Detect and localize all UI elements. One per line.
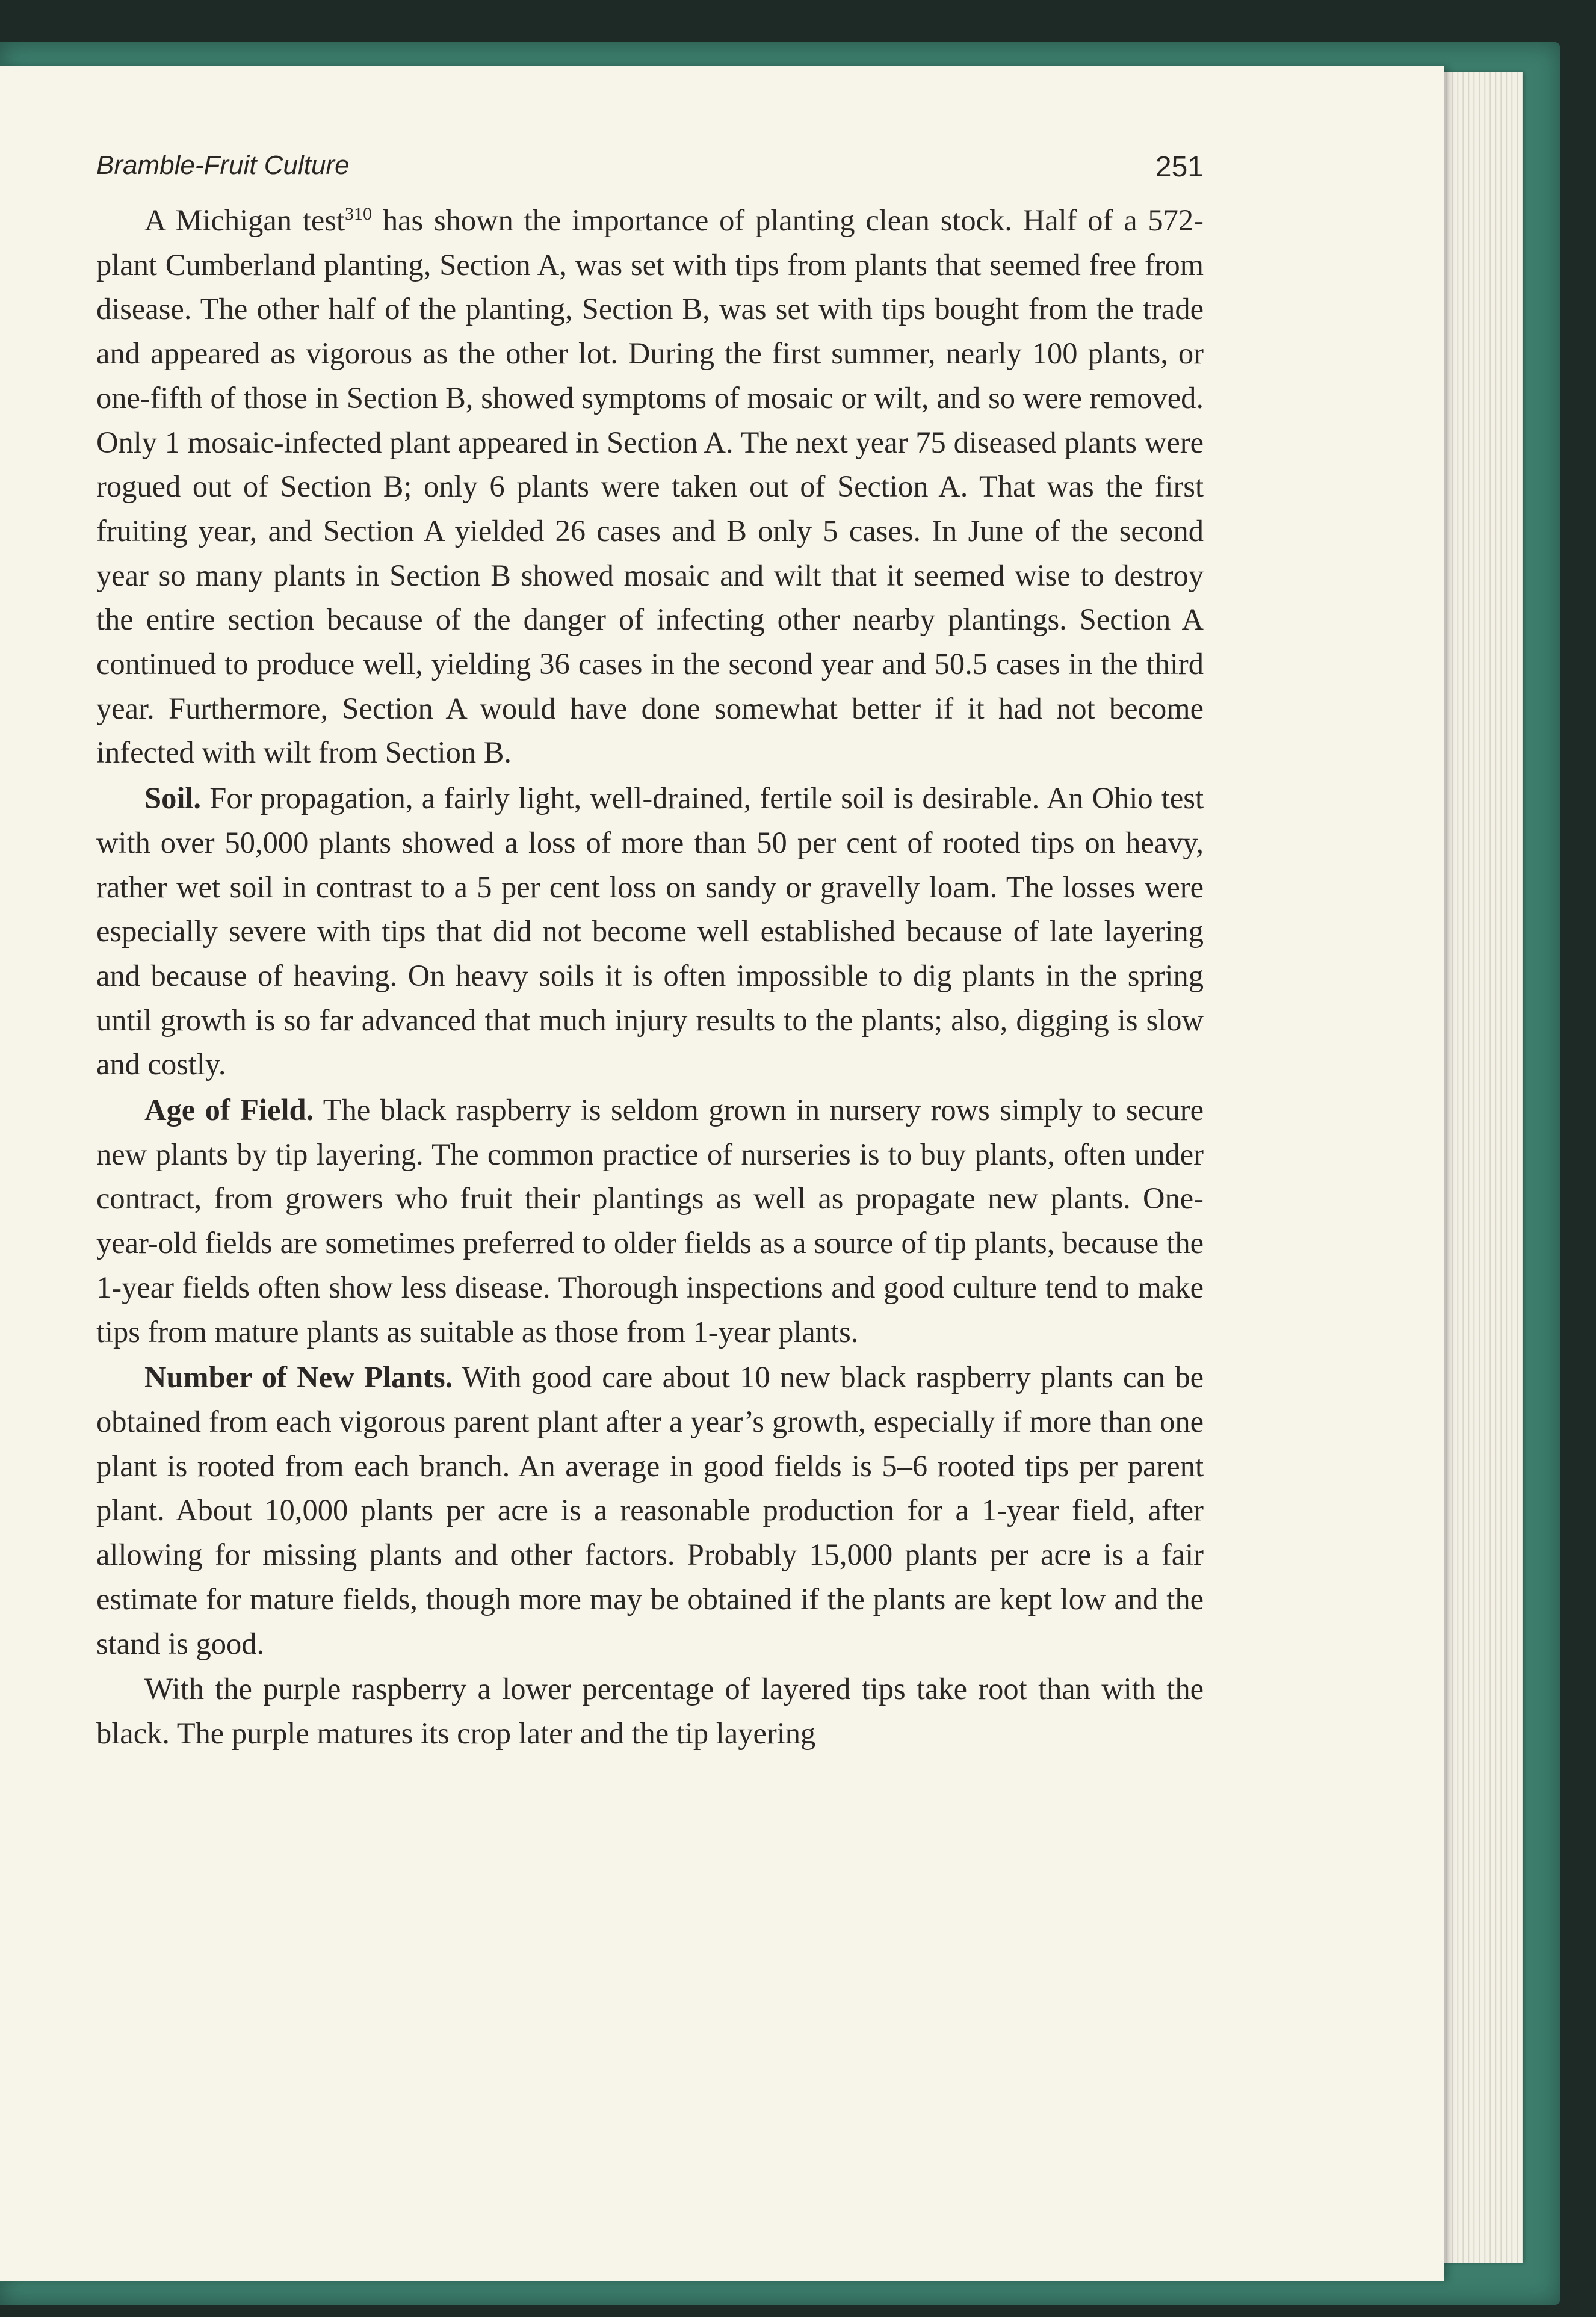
paragraph-soil [96, 776, 1204, 1087]
paragraph-purple-raspberry [96, 1667, 1204, 1756]
paragraph-text: With the purple raspberry a lower percentage of layered tips take root than with the black. The purple matures its crop later and the tip layering [96, 1672, 1204, 1750]
paragraph-text: For propagation, a fairly light, well-drained, fertile soil is desirable. An Ohio test with over 50,000 plants showed a loss of more than 50 per cent of rooted tips on heavy, rather wet soil in contrast to a 5 per cent loss on sandy or gravelly loam. The losses were especially severe with tips that did not become well established because of late layering and because of heaving. On heavy soils it is often impossible to dig plants in the spring until growth is so far advanced that much injury results to the plants; also, digging is slow and costly. [96, 781, 1204, 1081]
paragraph-age-of-field [96, 1088, 1204, 1354]
paragraph-michigan-test [96, 199, 1204, 775]
footnote-reference: 310 [345, 204, 372, 224]
page-number: 251 [1155, 151, 1204, 183]
paragraph-lead: A Michigan test [144, 203, 345, 237]
section-heading-age-of-field: Age of Field. [144, 1093, 314, 1127]
running-title: Bramble-Fruit Culture [96, 150, 350, 180]
body-text [96, 199, 1204, 1756]
paragraph-text: The black raspberry is seldom grown in nursery rows simply to secure new plants by tip layering. The common practice of nurseries is to buy plants, often under contract, from growers who fruit their plantings as well as propagate new plants. One-year-old fields are sometimes preferred to older fields as a source of tip plants, because the 1-year fields often show less disease. Thorough inspections and good culture tend to make tips from mature plants as suitable as those from 1-year plants. [96, 1093, 1204, 1349]
paragraph-number-of-new-plants [96, 1355, 1204, 1666]
paragraph-text: With good care about 10 new black raspberry plants can be obtained from each vigorous parent plant after a year’s growth, especially if more than one plant is rooted from each branch. An average in good fields is 5–6 rooted tips per parent plant. About 10,000 plants per acre is a reasonable production for a 1-year field, after allowing for missing plants and other factors. Probably 15,000 plants per acre is a fair estimate for mature fields, though more may be obtained if the plants are kept low and the stand is good. [96, 1360, 1204, 1660]
section-heading-number-of-new-plants: Number of New Plants. [144, 1360, 453, 1394]
paragraph-text: has shown the importance of planting clean stock. Half of a 572-plant Cumberland planting, Section A, was set with tips from plants that seemed free from disease. The other half of the planting, Section B, was set with tips bought from the trade and appeared as vigorous as the other lot. During the first summer, nearly 100 plants, or one-fifth of those in Section B, showed symptoms of mosaic or wilt, and so were removed. Only 1 mosaic-infected plant appeared in Section A. The next year 75 diseased plants were rogued out of Section B; only 6 plants were taken out of Section A. That was the first fruiting year, and Section A yielded 26 cases and B only 5 cases. In June of the second year so many plants in Section B showed mosaic and wilt that it seemed wise to destroy the entire section because of the danger of infecting other nearby plantings. Section A continued to produce well, yielding 36 cases in the second year and 50.5 cases in the third year. Furthermore, Section A would have done somewhat better if it had not become infected with wilt from Section B. [96, 203, 1204, 770]
section-heading-soil: Soil. [144, 781, 202, 815]
running-header [96, 150, 1204, 199]
